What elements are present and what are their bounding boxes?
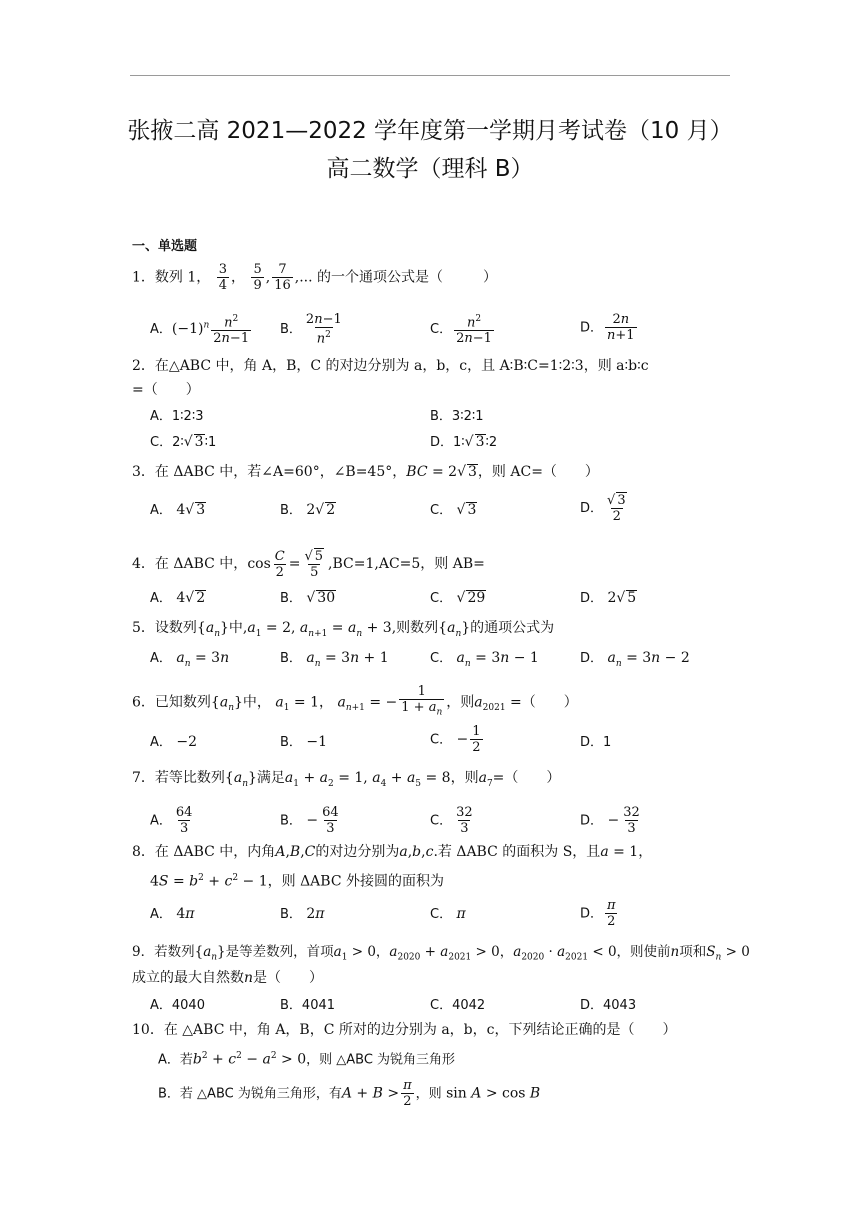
q3-option-a: A． 4√ 3 bbox=[150, 502, 206, 518]
section-heading: 一、单选题 bbox=[132, 239, 198, 254]
question-10: 10．在 △ABC 中，角 A，B，C 所对的边分别为 a，b，c，下列结论正确的是（ ） bbox=[132, 1022, 677, 1038]
q4-option-a: A． 4√ 2 bbox=[150, 590, 206, 606]
q9-option-b: B．4041 bbox=[280, 998, 336, 1013]
q2-option-d: D．1∶√ 3∶2 bbox=[430, 434, 498, 450]
question-2: 2．在△ABC 中，角 A，B，C 的对边分别为 a，b，c，且 A∶B∶C=1∶2∶3，则 a∶b∶c bbox=[132, 358, 649, 374]
q2-option-a: A．1∶2∶3 bbox=[150, 409, 204, 424]
q6-option-a: A． −2 bbox=[150, 734, 197, 750]
question-9: 9．若数列$\{a_n\}$是等差数列，首项$a_1 > 0$，$a_{2020} + a_{2021} > 0$，$a_{2020} \cdot a_{2021} < 0$，则使前n项和$S_n > 0$ bbox=[132, 944, 750, 963]
question-7: 7．若等比数列$\{a_n\}$满足$a_1 + a_2 = 1$, $a_4 + a_5 = 8$，则$a_7=$（ ） bbox=[132, 770, 561, 789]
q1-option-b: B． $\frac{2n-1}{n^2}$ bbox=[280, 312, 342, 347]
q8-option-b: B． 2π bbox=[280, 906, 325, 922]
q7-option-c: C． $\frac{32}{3}$ bbox=[430, 805, 473, 836]
q9-option-d: D．4043 bbox=[580, 998, 637, 1013]
q7-option-d: D． − $\frac{32}{3}$ bbox=[580, 805, 640, 836]
q8-option-c: C． π bbox=[430, 906, 466, 922]
question-1: 1．数列 1， $\frac{3}{4}$ ， $\frac{5}{9}$ , $\frac{7}{16}$ ,... 的一个通项公式是（ ） bbox=[132, 262, 498, 293]
q10-option-b: B．若 △ABC 为锐角三角形，有A + B > $\frac{\pi}{2}$ ，则 sin A > cos B bbox=[158, 1078, 541, 1109]
q7-option-b: B． − $\frac{64}{3}$ bbox=[280, 805, 339, 836]
q8-option-a: A． 4π bbox=[150, 906, 195, 922]
q3-option-c: C． √ 3 bbox=[430, 502, 477, 518]
header-rule bbox=[130, 75, 730, 76]
q5-option-a: A． $a_n = 3n$ bbox=[150, 650, 230, 669]
q6-option-d: D．1 bbox=[580, 735, 612, 750]
q4-option-b: B． √ 30 bbox=[280, 590, 336, 606]
question-5: 5．设数列$\{a_n\}$中$,a_1 = 2$, $a_{n+1} = a_n + 3$,则数列$\{a_n\}$的通项公式为 bbox=[132, 620, 555, 639]
q1-option-c: C． $\frac{n^2}{2n-1}$ bbox=[430, 314, 492, 347]
page-subtitle: 高二数学（理科 B） bbox=[326, 156, 534, 182]
question-8: 8．在 ΔABC 中，内角A,B,C的对边分别为a,b,c.若 ΔABC 的面积为 S，且a = 1， bbox=[132, 844, 653, 860]
q2-option-b: B．3∶2∶1 bbox=[430, 409, 484, 424]
q6-option-b: B． −1 bbox=[280, 734, 328, 750]
question-4: 4．在 ΔABC 中，cos $\frac{C}{2}$ = $\frac{√ 5}{5}$ ,BC=1,AC=5，则 AB= bbox=[132, 548, 485, 580]
q5-option-d: D． $a_n = 3n - 2$ bbox=[580, 650, 690, 669]
page-title: 张掖二高 2021—2022 学年度第一学期月考试卷（10 月） bbox=[127, 118, 733, 144]
q9-option-a: A．4040 bbox=[150, 998, 205, 1013]
question-9-line2: 成立的最大自然数n是（ ） bbox=[132, 970, 324, 986]
q2-option-c: C．2∶√ 3∶1 bbox=[150, 434, 217, 450]
q5-option-c: C． $a_n = 3n - 1$ bbox=[430, 650, 539, 669]
q3-option-b: B． 2√ 2 bbox=[280, 502, 336, 518]
q4-option-c: C． √ 29 bbox=[430, 590, 486, 606]
q9-option-c: C．4042 bbox=[430, 998, 486, 1013]
question-3: 3．在 ΔABC 中，若∠A=60°，∠B=45°，BC = 2√ 3，则 AC=（ ） bbox=[132, 464, 599, 480]
q1-option-a: A．$(-1)^n$ $\frac{n^2}{2n-1}$ bbox=[150, 314, 250, 347]
q6-option-c: C． − $\frac{1}{2}$ bbox=[430, 724, 481, 755]
q3-option-d: D． $\frac{√ 3}{2}$ bbox=[580, 493, 626, 524]
q1-option-d: D． $\frac{2n}{n+1}$ bbox=[580, 312, 635, 343]
q4-option-d: D． 2√ 5 bbox=[580, 590, 637, 606]
question-8-line2: $4S = b^2 + c^2 - 1$，则 ΔABC 外接圆的面积为 bbox=[150, 873, 445, 890]
question-2-line2: =（ ） bbox=[132, 382, 200, 398]
q8-option-d: D． $\frac{\pi}{2}$ bbox=[580, 898, 616, 929]
q10-option-a: A．若$b^2 + c^2 - a^2 > 0$，则 △ABC 为锐角三角形 bbox=[158, 1051, 456, 1068]
question-6: 6．已知数列$\{a_n\}$中， $a_1 = 1$， $a_{n+1}$ = − $\frac{1}{1 + a_n}$ ，则$a_{2021}$ =（ ） bbox=[132, 684, 578, 721]
q5-option-b: B． $a_n = 3n + 1$ bbox=[280, 650, 389, 669]
q7-option-a: A． $\frac{64}{3}$ bbox=[150, 805, 193, 836]
